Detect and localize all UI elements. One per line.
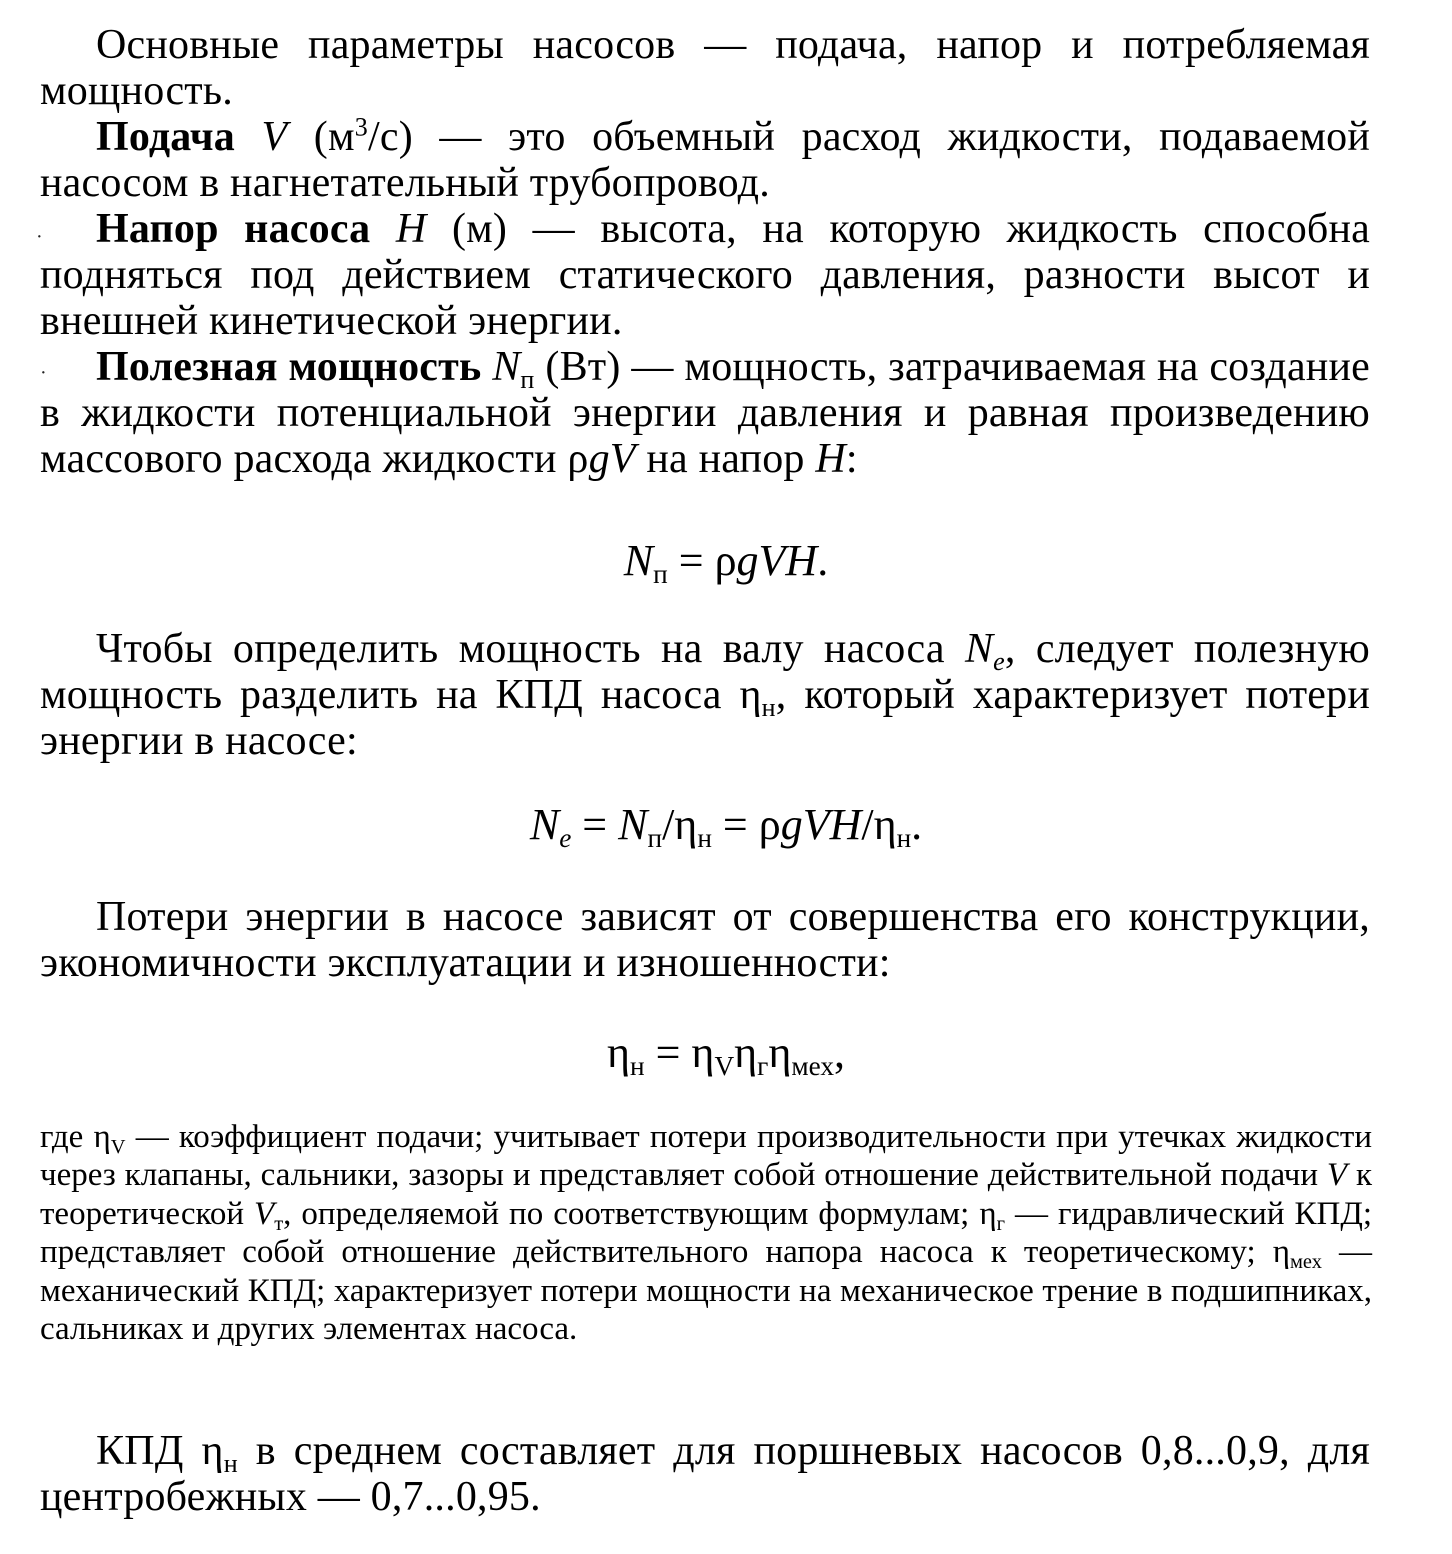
term-flow-rate: Подача — [96, 114, 235, 160]
text: где η — [40, 1119, 111, 1155]
formula-symbol: N — [529, 800, 560, 849]
formula-symbol: η — [734, 1028, 758, 1077]
paragraph-main-parameters — [40, 22, 1370, 114]
subscript: e — [993, 646, 1005, 676]
paragraph-useful-power — [40, 344, 1370, 482]
symbol-v: V — [261, 114, 288, 160]
formula-operator: /η — [861, 800, 897, 849]
text: в среднем составляет для поршневых насосов 0,8...0,9, для центробежных — 0,7...0,95. — [40, 1428, 1371, 1520]
formula-operator: = ρ — [667, 536, 737, 585]
text: — механический КПД; характеризует потери мощности на механическое трение в подшипниках, сальниках и других элементах насоса. — [40, 1234, 1373, 1348]
symbol-h: H — [395, 206, 427, 252]
symbol-n: N — [964, 626, 994, 672]
symbol-v: V — [254, 1195, 275, 1232]
formula-symbol: gVH — [736, 536, 818, 585]
term-useful-power: Полезная мощность — [96, 344, 482, 390]
text: Потери энергии в насосе зависят от совершенства его конструкции, экономичности эксплуатации и изношенности: — [40, 894, 1370, 986]
formula-subscript: п — [647, 823, 663, 854]
unit-prefix: (м — [287, 114, 355, 160]
formula-subscript: мех — [791, 1051, 834, 1082]
text: , следует полезную мощность разделить на КПД насоса η — [40, 626, 1370, 718]
text: , определяемой по соответствующим формулам; η — [283, 1195, 997, 1232]
subscript: н — [761, 692, 776, 722]
text: — гидравлический КПД; представляет собой отношение действительного напора насоса к теоретическому; η — [40, 1195, 1373, 1271]
formula-punctuation: . — [817, 536, 829, 585]
formula-operator: = ρ — [711, 800, 781, 849]
formula-subscript: г — [757, 1051, 769, 1082]
text: Основные параметры насосов — подача, напор и потребляемая мощность. — [40, 22, 1370, 114]
note-definitions — [40, 1118, 1372, 1348]
paragraph-shaft-power — [40, 626, 1370, 764]
subscript: н — [223, 1448, 238, 1478]
formula-subscript: V — [714, 1051, 735, 1082]
formula-punctuation: . — [911, 800, 923, 849]
paragraph-pump-head — [40, 206, 1370, 344]
subscript: г — [996, 1212, 1005, 1235]
formula-subscript: н — [896, 823, 912, 854]
scan-mark: · — [36, 226, 43, 248]
subscript: мех — [1289, 1251, 1322, 1274]
term-pump-head: Напор насоса — [96, 206, 371, 252]
formula-shaft-power — [0, 800, 1452, 854]
paragraph-energy-losses — [40, 894, 1370, 986]
formula-symbol: gVH — [780, 800, 862, 849]
text: — это объемный расход жидкости, подаваемой насосом в нагнетательный трубопровод. — [40, 114, 1370, 206]
text: (м) — высота, на которую жидкость способна подняться под действием статического давления, разности высот и внешней кинетической энергии. — [40, 206, 1370, 344]
formula-symbol: η — [607, 1028, 631, 1077]
formula-efficiency — [0, 1028, 1452, 1082]
subscript: т — [274, 1212, 284, 1235]
text: , который характеризует потери энергии в насосе: — [40, 672, 1370, 764]
formula-punctuation: , — [834, 1028, 845, 1077]
text: — коэффициент подачи; учитывает потери производительности при утечках жидкости через клапаны, сальники, зазоры и представляет собой отношение действительной подачи — [40, 1119, 1372, 1194]
text: к теоретической — [40, 1157, 1372, 1232]
symbol-n: N — [492, 344, 521, 390]
scan-mark: · — [40, 362, 47, 384]
formula-subscript: н — [697, 823, 712, 854]
symbol-h: H — [815, 436, 846, 482]
subscript: V — [110, 1136, 126, 1159]
formula-symbol: N — [618, 800, 648, 849]
text: (Вт) — мощность, затрачиваемая на создание в жидкости потенциальной энергии давления и равная произведению массового расхода жидкости ρ — [40, 344, 1370, 482]
unit-superscript: 3 — [354, 112, 368, 142]
text: КПД η — [96, 1428, 224, 1474]
symbol-v: V — [1326, 1157, 1348, 1194]
text: Чтобы определить мощность на валу насоса — [96, 626, 965, 672]
formula-subscript: e — [559, 823, 572, 854]
paragraph-flow-rate — [40, 114, 1370, 206]
formula-operator: /η — [662, 800, 698, 849]
formula-subscript: п — [653, 559, 668, 590]
formula-symbol: η — [768, 1028, 792, 1077]
formula-operator: = η — [644, 1028, 715, 1077]
text: : — [845, 436, 858, 482]
text: на напор — [635, 436, 816, 482]
formula-subscript: н — [630, 1051, 645, 1082]
paragraph-efficiency-values — [40, 1428, 1370, 1520]
subscript: п — [520, 364, 535, 394]
formula-useful-power — [0, 536, 1452, 590]
formula-operator: = — [571, 800, 619, 849]
formula-symbol: N — [623, 536, 654, 585]
symbol-gv: gV — [588, 436, 636, 482]
unit-suffix: /с) — [368, 114, 413, 160]
